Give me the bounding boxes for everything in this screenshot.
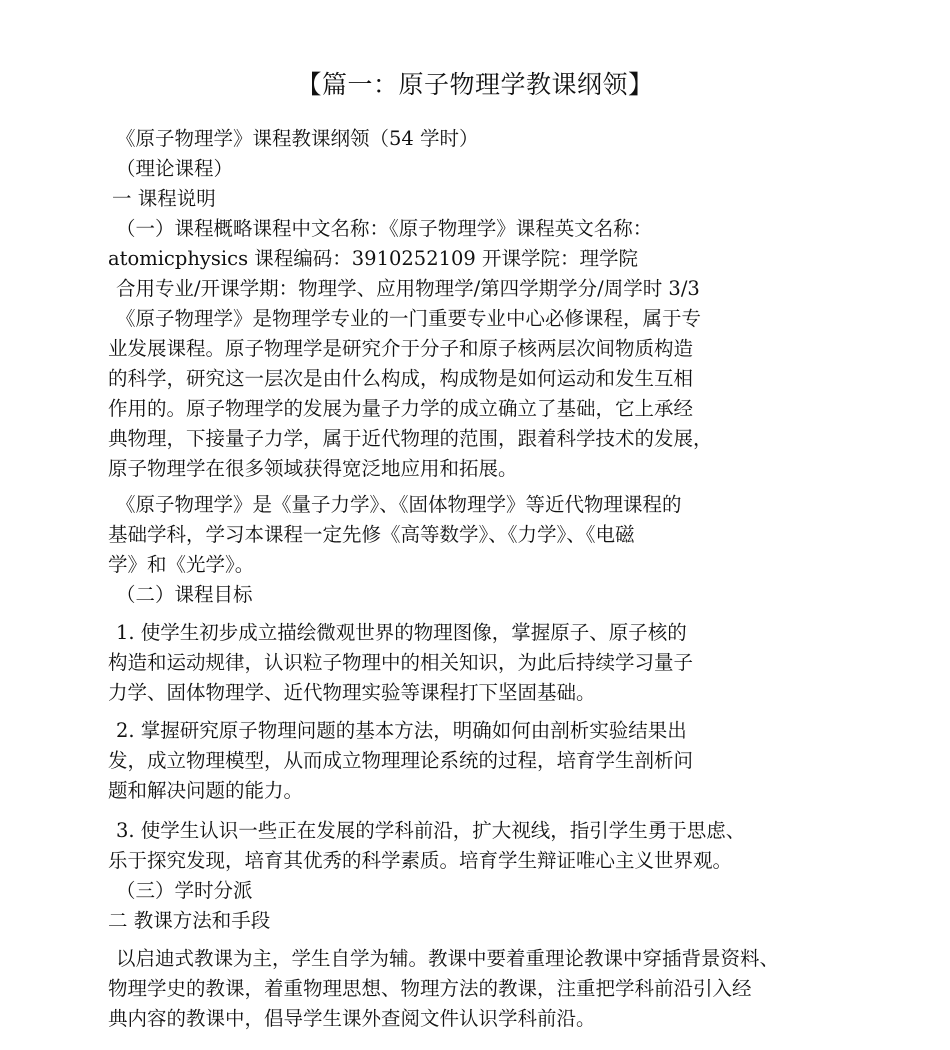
goal-two-line: 发，成立物理模型，从而成立物理理论系统的过程，培育学生剖析问 [108, 749, 694, 772]
syllabus-heading-line: 《原子物理学》课程教课纲领（54 学时） [116, 127, 479, 150]
paragraph-prerequisite-line: 学》和《光学》。 [108, 553, 255, 576]
goal-three-line: 3. 使学生认识一些正在发展的学科前沿，扩大视线，指引学生勇于思虑、 [116, 819, 746, 842]
course-code-line: atomicphysics 课程编码：3910252109 开课学院：理学院 [108, 247, 639, 270]
document-body [108, 124, 848, 1034]
section-two-heading: 二 教课方法和手段 [108, 909, 271, 932]
paragraph-intro-line: 业发展课程。原子物理学是研究介于分子和原子核两层次间物质构造 [108, 337, 694, 360]
paragraph-intro-line: 的科学，研究这一层次是由什么构成，构成物是如何运动和发生互相 [108, 367, 694, 390]
teaching-method-line: 以启迪式教课为主，学生自学为辅。教课中要着重理论教课中穿插背景资料、 [116, 947, 780, 970]
goal-one-line: 构造和运动规律，认识粒子物理中的相关知识，为此后持续学习量子 [108, 651, 694, 674]
course-overview-line: （一）课程概略课程中文名称：《原子物理学》课程英文名称： [116, 217, 653, 240]
paragraph-intro-line: 作用的。原子物理学的发展为量子力学的成立确立了基础，它上承经 [108, 397, 694, 420]
goal-two-line: 2. 掌握研究原子物理问题的基本方法，明确如何由剖析实验结果出 [116, 719, 687, 742]
paragraph-intro-line: 典物理，下接量子力学，属于近代物理的范围，跟着科学技术的发展， [108, 427, 713, 450]
section-goals-heading: （二）课程目标 [116, 583, 253, 606]
applicable-major-line: 合用专业/开课学期：物理学、应用物理学/第四学期学分/周学时 3/3 [116, 277, 700, 300]
goal-one-line: 1. 使学生初步成立描绘微观世界的物理图像，掌握原子、原子核的 [116, 621, 687, 644]
paragraph-prerequisite-line: 《原子物理学》是《量子力学》、《固体物理学》等近代物理课程的 [116, 493, 682, 516]
goal-two-line: 题和解决问题的能力。 [108, 779, 304, 802]
goal-one-line: 力学、固体物理学、近代物理实验等课程打下坚固基础。 [108, 681, 596, 704]
goal-three-line: 乐于探究发现，培育其优秀的科学素质。培育学生辩证唯心主义世界观。 [108, 849, 733, 872]
paragraph-prerequisite-line: 基础学科，学习本课程一定先修《高等数学》、《力学》、《电磁 [108, 523, 635, 546]
course-type-line: （理论课程） [116, 157, 234, 180]
teaching-method-line: 物理学史的教课，着重物理思想、物理方法的教课，注重把学科前沿引入经 [108, 977, 752, 1000]
paragraph-intro-line: 原子物理学在很多领域获得宽泛地应用和拓展。 [108, 457, 518, 480]
section-hours-heading: （三）学时分派 [116, 879, 253, 902]
page-title: 【篇一：原子物理学教课纲领】 [296, 70, 654, 99]
teaching-method-line: 典内容的教课中，倡导学生课外查阅文件认识学科前沿。 [108, 1007, 596, 1030]
section-one-heading: 一 课程说明 [112, 187, 216, 210]
paragraph-intro-line: 《原子物理学》是物理学专业的一门重要专业中心必修课程，属于专 [116, 307, 702, 330]
